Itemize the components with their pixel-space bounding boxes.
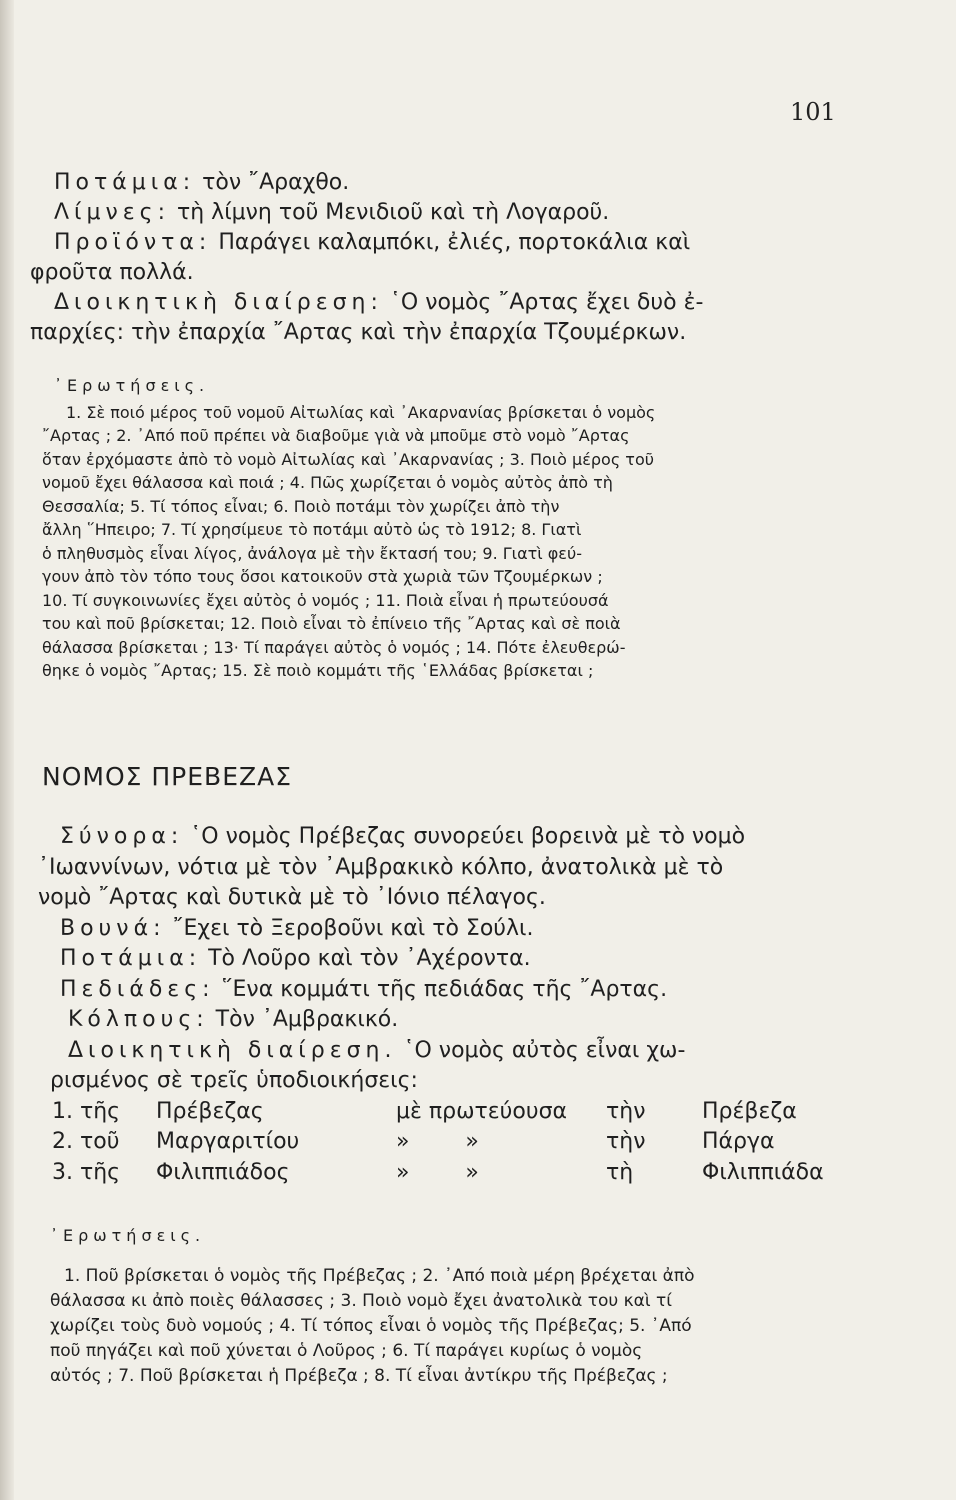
- arta-questions-heading: ᾿Ερωτήσεις.: [54, 376, 210, 395]
- preveza-q-line: 1. Ποῦ βρίσκεται ὁ νομὸς τῆς Πρέβεζας ; 2. ᾿Από ποιὰ μέρη βρέχεται ἀπὸ: [64, 1265, 695, 1286]
- preveza-rivers-text: Τὸ Λοῦρο καὶ τὸν ᾿Αχέροντα.: [208, 946, 531, 971]
- arta-products-line: [54, 228, 872, 258]
- arta-rivers-line: [54, 168, 872, 198]
- arta-rivers-label: Ποτάμια:: [54, 170, 196, 195]
- subdivision-capital: Φιλιππιάδα: [702, 1159, 824, 1185]
- page-number: 101: [790, 98, 836, 126]
- arta-division-cont: παρχίες: τὴν ἐπαρχία ῎Αρτας καὶ τὴν ἐπαρχία Τζουμέρκων.: [30, 320, 687, 345]
- subdivision-capital: Πάργα: [702, 1129, 775, 1154]
- arta-q-line: θηκε ὁ νομὸς ῎Αρτας; 15. Σὲ ποιὸ κομμάτι τῆς ῾Ελλάδας βρίσκεται ;: [42, 661, 594, 680]
- preveza-facts: [38, 822, 878, 1188]
- subdivision-name: Φιλιππιάδος: [156, 1159, 290, 1185]
- preveza-questions-heading: ᾿Ερωτήσεις.: [50, 1226, 206, 1245]
- section-heading: ΝΟΜΟΣ ΠΡΕΒΕΖΑΣ: [42, 762, 293, 791]
- arta-q-line: 1. Σὲ ποιό μέρος τοῦ νομοῦ Αἰτωλίας καὶ ᾿Ακαρνανίας βρίσκεται ὁ νομὸς: [66, 402, 656, 422]
- preveza-borders-text: ῾Ο νομὸς Πρέβεζας συνορεύει βορεινὰ μὲ τὸ νομὸ: [190, 824, 746, 849]
- arta-division-label: Διοικητικὴ διαίρεση:: [54, 290, 383, 315]
- preveza-questions: [50, 1224, 868, 1389]
- preveza-heading: [42, 762, 860, 791]
- arta-products-cont: φροῦτα πολλά.: [30, 260, 194, 285]
- arta-q-line: ἄλλη ῞Ηπειρο; 7. Τί χρησίμευε τὸ ποτάμι αὐτὸ ὡς τὸ 1912; 8. Γιατὶ: [42, 520, 582, 539]
- arta-q-line: θάλασσα βρίσκεται ; 13· Τί παράγει αὐτὸς ὁ νομός ; 14. Πότε ἐλευθερώ-: [42, 637, 626, 657]
- preveza-gulfs-text: Τὸν ᾿Αμβρακικό.: [215, 1007, 399, 1032]
- subdivision-prep: » »: [396, 1129, 479, 1154]
- preveza-borders-cont: νομὸ ῎Αρτας καὶ δυτικὰ μὲ τὸ ᾿Ιόνιο πέλαγος.: [38, 885, 546, 910]
- arta-q-line: ὁ πληθυσμὸς εἶναι λίγος, ἀνάλογα μὲ τὴν ἔκτασή του; 9. Γιατὶ φεύ-: [42, 543, 582, 563]
- preveza-division-line: [38, 1036, 878, 1067]
- arta-products-text: Παράγει καλαμπόκι, ἐλιές, πορτοκάλια καὶ: [218, 230, 691, 255]
- arta-q-line: νομοῦ ἔχει θάλασσα καὶ ποιά ; 4. Πῶς χωρίζεται ὁ νομὸς αὐτὸς ἀπὸ τὴ: [42, 473, 613, 492]
- arta-q-line: ῎Αρτας ; 2. ᾿Από ποῦ πρέπει νὰ διαβοῦμε γιὰ νὰ μποῦμε στὸ νομὸ ῎Αρτας: [42, 426, 630, 445]
- arta-lakes-text: τὴ λίμνη τοῦ Μενιδιοῦ καὶ τὴ Λογαροῦ.: [177, 200, 610, 225]
- arta-division-text: ῾Ο νομὸς ῎Αρτας ἔχει δυὸ ἐ-: [389, 290, 704, 315]
- subdivision-num: 3. τῆς: [52, 1159, 121, 1185]
- subdivision-article: τὴ: [606, 1159, 634, 1185]
- preveza-q-line: χωρίζει τοὺς δυὸ νομούς ; 4. Τί τόπος εἶναι ὁ νομὸς τῆς Πρέβεζας; 5. ᾿Από: [50, 1315, 692, 1336]
- preveza-mountains-text: ῎Εχει τὸ Ξεροβοῦνι καὶ τὸ Σούλι.: [172, 915, 534, 941]
- arta-lakes-label: Λίμνες:: [54, 200, 170, 225]
- arta-q-line: 10. Τί συγκοινωνίες ἔχει αὐτὸς ὁ νομός ; 11. Ποιὰ εἶναι ἡ πρωτεύουσά: [42, 590, 609, 610]
- preveza-rivers-line: [38, 944, 878, 975]
- arta-rivers-text: τὸν ῎Αραχθο.: [202, 170, 350, 195]
- preveza-borders-line: [38, 822, 878, 853]
- subdivision-name: Μαργαριτίου: [156, 1129, 300, 1154]
- preveza-division-cont: ρισμένος σὲ τρεῖς ὑποδιοικήσεις:: [50, 1068, 418, 1093]
- arta-q-line: γουν ἀπὸ τὸν τόπο τους ὅσοι κατοικοῦν στὰ χωριὰ τῶν Τζουμέρκων ;: [42, 567, 603, 586]
- preveza-division-text: ῾Ο νομὸς αὐτὸς εἶναι χω-: [403, 1037, 686, 1063]
- page-binding-edge: [0, 0, 14, 1500]
- preveza-plains-line: [38, 975, 878, 1006]
- preveza-plains-label: Πεδιάδες:: [60, 976, 215, 1002]
- arta-facts: [30, 168, 872, 348]
- preveza-gulfs-line: [38, 1005, 878, 1036]
- subdivision-row: [38, 1097, 878, 1128]
- subdivision-prep: μὲ πρωτεύουσα: [396, 1098, 568, 1124]
- subdivision-article: τὴν: [606, 1098, 646, 1124]
- arta-questions-body: [42, 401, 872, 683]
- arta-products-label: Προϊόντα:: [54, 230, 212, 255]
- preveza-plains-text: ῞Ενα κομμάτι τῆς πεδιάδας τῆς ῎Αρτας.: [221, 976, 668, 1002]
- arta-lakes-line: [54, 198, 872, 228]
- preveza-q-line: θάλασσα κι ἀπὸ ποιὲς θάλασσες ; 3. Ποιὸ νομὸ ἔχει ἀνατολικὰ του καὶ τί: [50, 1290, 673, 1311]
- arta-q-line: ὅταν ἐρχόμαστε ἀπὸ τὸ νομὸ Αἰτωλίας καὶ ᾿Ακαρνανίας ; 3. Ποιὸ μέρος τοῦ: [42, 449, 654, 469]
- arta-q-line: του καὶ ποῦ βρίσκεται; 12. Ποιὸ εἶναι τὸ ἐπίνειο τῆς ῎Αρτας καὶ σὲ ποιὰ: [42, 614, 621, 633]
- preveza-mountains-label: Βουνά:: [60, 915, 166, 941]
- preveza-q-line: αὐτός ; 7. Ποῦ βρίσκεται ἡ Πρέβεζα ; 8. Τί εἶναι ἀντίκρυ τῆς Πρέβεζας ;: [50, 1365, 668, 1386]
- subdivision-prep: » »: [396, 1159, 479, 1185]
- preveza-rivers-label: Ποτάμια:: [60, 946, 202, 971]
- preveza-q-line: ποῦ πηγάζει καὶ ποῦ χύνεται ὁ Λοῦρος ; 6. Τί παράγει κυρίως ὁ νομὸς: [50, 1340, 643, 1361]
- subdivision-num: 2. τοῦ: [52, 1129, 120, 1154]
- subdivision-name: Πρέβεζας: [156, 1098, 264, 1124]
- preveza-gulfs-label: Κόλπους:: [68, 1007, 209, 1032]
- arta-q-line: Θεσσαλία; 5. Τί τόπος εἶναι; 6. Ποιὸ ποτάμι τὸν χωρίζει ἀπὸ τὴν: [42, 496, 560, 516]
- preveza-questions-body: [50, 1264, 868, 1389]
- preveza-mountains-line: [38, 914, 878, 945]
- subdivision-article: τὴν: [606, 1129, 646, 1154]
- subdivision-row: [38, 1127, 878, 1158]
- subdivision-num: 1. τῆς: [52, 1098, 121, 1124]
- arta-division-line: [54, 288, 872, 318]
- preveza-division-label: Διοικητικὴ διαίρεση.: [68, 1037, 397, 1063]
- subdivision-capital: Πρέβεζα: [702, 1098, 797, 1124]
- preveza-borders-label: Σύνορα:: [60, 824, 184, 849]
- subdivision-row: [38, 1158, 878, 1189]
- preveza-borders-cont: ᾿Ιωαννίνων, νότια μὲ τὸν ᾿Αμβρακικὸ κόλπο, ἀνατολικὰ μὲ τὸ: [38, 854, 724, 880]
- arta-questions: [42, 374, 872, 683]
